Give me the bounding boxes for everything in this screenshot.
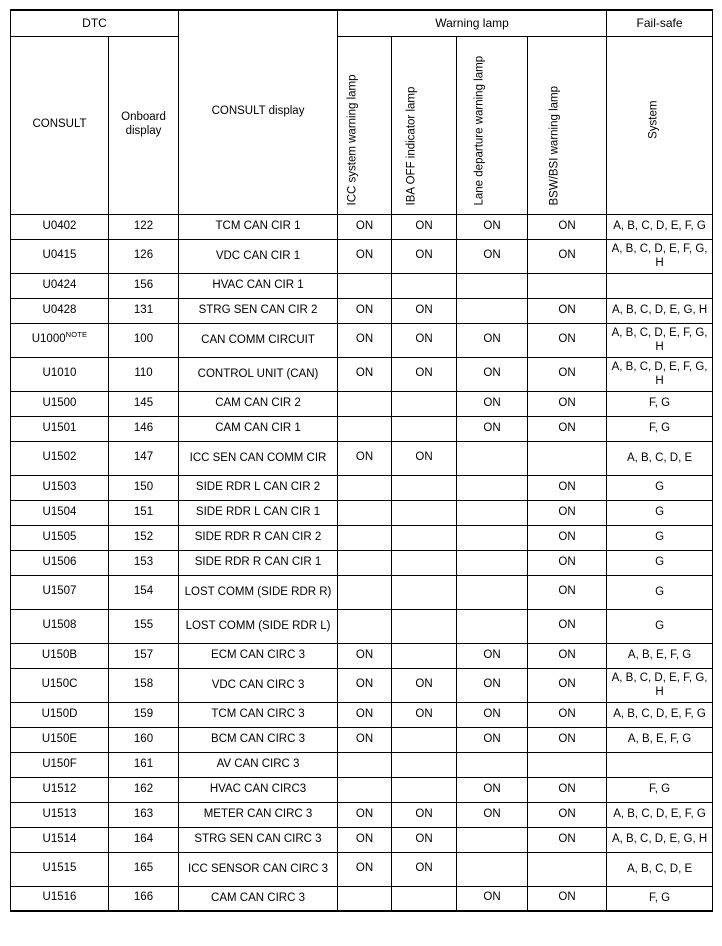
- cell-consult-display: HVAC CAN CIRC3: [179, 777, 338, 802]
- cell-dtc-onboard-display: 156: [109, 273, 179, 298]
- cell-fail-safe-system: G: [607, 525, 713, 550]
- cell-lane-departure-warning-lamp: [457, 500, 528, 525]
- table-row: [11, 525, 713, 550]
- cell-iba-off-indicator-lamp: ON: [392, 239, 457, 273]
- cell-fail-safe-system: [607, 273, 713, 298]
- cell-icc-system-warning-lamp: [338, 886, 392, 911]
- cell-iba-off-indicator-lamp: [392, 886, 457, 911]
- table-row: [11, 668, 713, 702]
- cell-lane-departure-warning-lamp: [457, 550, 528, 575]
- cell-icc-system-warning-lamp: [338, 475, 392, 500]
- cell-dtc-consult: U150D: [11, 702, 109, 727]
- table-row: [11, 475, 713, 500]
- cell-consult-display: BCM CAN CIRC 3: [179, 727, 338, 752]
- cell-icc-system-warning-lamp: ON: [338, 239, 392, 273]
- cell-lane-departure-warning-lamp: ON: [457, 214, 528, 239]
- header-group-row: [11, 10, 713, 36]
- header-sub-row: [11, 36, 713, 214]
- cell-icc-system-warning-lamp: ON: [338, 702, 392, 727]
- cell-dtc-onboard-display: 161: [109, 752, 179, 777]
- cell-lane-departure-warning-lamp: ON: [457, 357, 528, 391]
- cell-lane-departure-warning-lamp: [457, 441, 528, 475]
- cell-dtc-consult: U1507: [11, 575, 109, 609]
- cell-lane-departure-warning-lamp: [457, 273, 528, 298]
- cell-dtc-onboard-display: 154: [109, 575, 179, 609]
- cell-fail-safe-system: G: [607, 550, 713, 575]
- cell-dtc-onboard-display: 145: [109, 391, 179, 416]
- cell-dtc-onboard-display: 100: [109, 323, 179, 357]
- cell-icc-system-warning-lamp: [338, 550, 392, 575]
- cell-consult-display: VDC CAN CIRC 3: [179, 668, 338, 702]
- cell-icc-system-warning-lamp: ON: [338, 643, 392, 668]
- cell-consult-display: ICC SENSOR CAN CIRC 3: [179, 852, 338, 886]
- cell-icc-system-warning-lamp: [338, 416, 392, 441]
- cell-consult-display: LOST COMM (SIDE RDR R): [179, 575, 338, 609]
- cell-bsw-bsi-warning-lamp: ON: [528, 643, 607, 668]
- cell-consult-display: SIDE RDR R CAN CIR 1: [179, 550, 338, 575]
- cell-dtc-onboard-display: 166: [109, 886, 179, 911]
- cell-icc-system-warning-lamp: [338, 752, 392, 777]
- cell-iba-off-indicator-lamp: [392, 609, 457, 643]
- cell-bsw-bsi-warning-lamp: [528, 852, 607, 886]
- cell-dtc-consult: U1501: [11, 416, 109, 441]
- header-col-onboard-display-line2: display: [125, 125, 162, 137]
- cell-icc-system-warning-lamp: ON: [338, 668, 392, 702]
- cell-iba-off-indicator-lamp: ON: [392, 323, 457, 357]
- cell-dtc-consult: U1502: [11, 441, 109, 475]
- header-group-fail-safe: Fail-safe: [607, 10, 713, 36]
- table-row: [11, 802, 713, 827]
- cell-consult-display: CAM CAN CIR 1: [179, 416, 338, 441]
- cell-dtc-onboard-display: 158: [109, 668, 179, 702]
- cell-dtc-consult: U1515: [11, 852, 109, 886]
- cell-lane-departure-warning-lamp: [457, 609, 528, 643]
- note-superscript: NOTE: [65, 330, 88, 340]
- cell-dtc-consult: U150F: [11, 752, 109, 777]
- cell-dtc-onboard-display: 163: [109, 802, 179, 827]
- cell-fail-safe-system: A, B, C, D, E, G, H: [607, 827, 713, 852]
- cell-fail-safe-system: A, B, E, F, G: [607, 643, 713, 668]
- table-row: [11, 727, 713, 752]
- cell-dtc-onboard-display: 131: [109, 298, 179, 323]
- cell-fail-safe-system: G: [607, 575, 713, 609]
- cell-fail-safe-system: F, G: [607, 777, 713, 802]
- cell-iba-off-indicator-lamp: [392, 727, 457, 752]
- cell-fail-safe-system: A, B, C, D, E: [607, 852, 713, 886]
- table-row: [11, 391, 713, 416]
- cell-dtc-consult: U1505: [11, 525, 109, 550]
- cell-iba-off-indicator-lamp: ON: [392, 802, 457, 827]
- header-col-bsw-bsi-warning-lamp: BSW/BSI warning lamp: [528, 36, 607, 214]
- cell-icc-system-warning-lamp: [338, 575, 392, 609]
- cell-fail-safe-system: A, B, C, D, E, F, G: [607, 214, 713, 239]
- cell-lane-departure-warning-lamp: [457, 575, 528, 609]
- cell-bsw-bsi-warning-lamp: ON: [528, 298, 607, 323]
- cell-bsw-bsi-warning-lamp: ON: [528, 886, 607, 911]
- cell-fail-safe-system: A, B, C, D, E, F, G, H: [607, 357, 713, 391]
- cell-bsw-bsi-warning-lamp: ON: [528, 575, 607, 609]
- cell-lane-departure-warning-lamp: ON: [457, 668, 528, 702]
- cell-lane-departure-warning-lamp: ON: [457, 727, 528, 752]
- cell-dtc-onboard-display: 164: [109, 827, 179, 852]
- table-row: [11, 852, 713, 886]
- cell-bsw-bsi-warning-lamp: ON: [528, 777, 607, 802]
- table-row: [11, 702, 713, 727]
- cell-iba-off-indicator-lamp: [392, 475, 457, 500]
- cell-dtc-consult: U1504: [11, 500, 109, 525]
- cell-iba-off-indicator-lamp: [392, 391, 457, 416]
- cell-iba-off-indicator-lamp: ON: [392, 668, 457, 702]
- cell-consult-display: STRG SEN CAN CIRC 3: [179, 827, 338, 852]
- cell-fail-safe-system: A, B, C, D, E, F, G: [607, 802, 713, 827]
- cell-consult-display: LOST COMM (SIDE RDR L): [179, 609, 338, 643]
- table-row: [11, 886, 713, 911]
- cell-fail-safe-system: F, G: [607, 416, 713, 441]
- cell-iba-off-indicator-lamp: ON: [392, 852, 457, 886]
- cell-icc-system-warning-lamp: ON: [338, 727, 392, 752]
- cell-consult-display: SIDE RDR L CAN CIR 2: [179, 475, 338, 500]
- cell-fail-safe-system: G: [607, 500, 713, 525]
- cell-dtc-consult: U1506: [11, 550, 109, 575]
- cell-bsw-bsi-warning-lamp: ON: [528, 323, 607, 357]
- cell-dtc-onboard-display: 165: [109, 852, 179, 886]
- header-group-dtc: DTC: [11, 10, 179, 36]
- cell-bsw-bsi-warning-lamp: ON: [528, 609, 607, 643]
- cell-icc-system-warning-lamp: ON: [338, 214, 392, 239]
- cell-bsw-bsi-warning-lamp: ON: [528, 416, 607, 441]
- table-row: [11, 416, 713, 441]
- cell-consult-display: ICC SEN CAN COMM CIR: [179, 441, 338, 475]
- cell-lane-departure-warning-lamp: [457, 852, 528, 886]
- cell-consult-display: VDC CAN CIR 1: [179, 239, 338, 273]
- cell-consult-display: AV CAN CIRC 3: [179, 752, 338, 777]
- dtc-index-table: [10, 9, 713, 912]
- cell-fail-safe-system: A, B, C, D, E, F, G, H: [607, 668, 713, 702]
- cell-iba-off-indicator-lamp: ON: [392, 214, 457, 239]
- cell-iba-off-indicator-lamp: [392, 416, 457, 441]
- cell-iba-off-indicator-lamp: ON: [392, 441, 457, 475]
- cell-dtc-onboard-display: 159: [109, 702, 179, 727]
- cell-dtc-consult: U0424: [11, 273, 109, 298]
- cell-iba-off-indicator-lamp: [392, 500, 457, 525]
- cell-iba-off-indicator-lamp: [392, 575, 457, 609]
- cell-fail-safe-system: A, B, C, D, E, G, H: [607, 298, 713, 323]
- table-row: [11, 357, 713, 391]
- cell-lane-departure-warning-lamp: [457, 298, 528, 323]
- cell-dtc-consult: U1513: [11, 802, 109, 827]
- cell-fail-safe-system: A, B, C, D, E, F, G: [607, 702, 713, 727]
- cell-bsw-bsi-warning-lamp: ON: [528, 391, 607, 416]
- cell-lane-departure-warning-lamp: [457, 475, 528, 500]
- cell-bsw-bsi-warning-lamp: ON: [528, 827, 607, 852]
- cell-lane-departure-warning-lamp: [457, 525, 528, 550]
- cell-fail-safe-system: F, G: [607, 391, 713, 416]
- cell-iba-off-indicator-lamp: [392, 752, 457, 777]
- cell-consult-display: CAM CAN CIRC 3: [179, 886, 338, 911]
- cell-consult-display: METER CAN CIRC 3: [179, 802, 338, 827]
- cell-iba-off-indicator-lamp: ON: [392, 298, 457, 323]
- cell-lane-departure-warning-lamp: ON: [457, 886, 528, 911]
- cell-dtc-consult: U1500: [11, 391, 109, 416]
- cell-lane-departure-warning-lamp: ON: [457, 323, 528, 357]
- cell-dtc-onboard-display: 152: [109, 525, 179, 550]
- cell-dtc-consult: U150E: [11, 727, 109, 752]
- cell-consult-display: STRG SEN CAN CIR 2: [179, 298, 338, 323]
- cell-icc-system-warning-lamp: [338, 273, 392, 298]
- cell-dtc-consult: U0402: [11, 214, 109, 239]
- table-header: [11, 10, 713, 214]
- cell-dtc-onboard-display: 122: [109, 214, 179, 239]
- cell-iba-off-indicator-lamp: [392, 273, 457, 298]
- cell-bsw-bsi-warning-lamp: ON: [528, 475, 607, 500]
- cell-bsw-bsi-warning-lamp: [528, 752, 607, 777]
- cell-dtc-onboard-display: 150: [109, 475, 179, 500]
- cell-fail-safe-system: G: [607, 609, 713, 643]
- cell-lane-departure-warning-lamp: ON: [457, 416, 528, 441]
- cell-bsw-bsi-warning-lamp: [528, 273, 607, 298]
- cell-iba-off-indicator-lamp: ON: [392, 357, 457, 391]
- cell-bsw-bsi-warning-lamp: ON: [528, 802, 607, 827]
- cell-dtc-onboard-display: 126: [109, 239, 179, 273]
- cell-bsw-bsi-warning-lamp: ON: [528, 214, 607, 239]
- cell-lane-departure-warning-lamp: ON: [457, 702, 528, 727]
- cell-bsw-bsi-warning-lamp: ON: [528, 727, 607, 752]
- table-row: [11, 323, 713, 357]
- cell-consult-display: SIDE RDR L CAN CIR 1: [179, 500, 338, 525]
- cell-icc-system-warning-lamp: ON: [338, 298, 392, 323]
- cell-dtc-onboard-display: 162: [109, 777, 179, 802]
- cell-icc-system-warning-lamp: ON: [338, 852, 392, 886]
- cell-iba-off-indicator-lamp: [392, 777, 457, 802]
- cell-consult-display: TCM CAN CIR 1: [179, 214, 338, 239]
- cell-bsw-bsi-warning-lamp: [528, 441, 607, 475]
- table-row: [11, 273, 713, 298]
- table-row: [11, 575, 713, 609]
- cell-bsw-bsi-warning-lamp: ON: [528, 668, 607, 702]
- cell-icc-system-warning-lamp: ON: [338, 827, 392, 852]
- cell-lane-departure-warning-lamp: ON: [457, 239, 528, 273]
- cell-icc-system-warning-lamp: ON: [338, 441, 392, 475]
- cell-iba-off-indicator-lamp: [392, 643, 457, 668]
- cell-icc-system-warning-lamp: ON: [338, 323, 392, 357]
- cell-fail-safe-system: A, B, C, D, E, F, G, H: [607, 239, 713, 273]
- header-col-iba-off-indicator-lamp: IBA OFF indicator lamp: [392, 36, 457, 214]
- cell-dtc-onboard-display: 151: [109, 500, 179, 525]
- cell-lane-departure-warning-lamp: ON: [457, 391, 528, 416]
- header-col-onboard-display: [109, 36, 179, 214]
- cell-fail-safe-system: [607, 752, 713, 777]
- table-row: [11, 500, 713, 525]
- cell-icc-system-warning-lamp: [338, 500, 392, 525]
- header-col-onboard-display-line1: Onboard: [121, 111, 166, 124]
- cell-consult-display: ECM CAN CIRC 3: [179, 643, 338, 668]
- cell-dtc-onboard-display: 155: [109, 609, 179, 643]
- table-row: [11, 609, 713, 643]
- cell-bsw-bsi-warning-lamp: ON: [528, 550, 607, 575]
- table-row: [11, 550, 713, 575]
- cell-consult-display: TCM CAN CIRC 3: [179, 702, 338, 727]
- cell-lane-departure-warning-lamp: ON: [457, 777, 528, 802]
- table-row: [11, 298, 713, 323]
- table-row: [11, 777, 713, 802]
- cell-iba-off-indicator-lamp: ON: [392, 827, 457, 852]
- cell-dtc-consult: U1508: [11, 609, 109, 643]
- cell-dtc-consult: U1516: [11, 886, 109, 911]
- cell-dtc-onboard-display: 160: [109, 727, 179, 752]
- table-row: [11, 441, 713, 475]
- cell-dtc-consult: U0415: [11, 239, 109, 273]
- cell-fail-safe-system: A, B, C, D, E, F, G, H: [607, 323, 713, 357]
- header-col-icc-system-warning-lamp: ICC system warning lamp: [338, 36, 392, 214]
- cell-consult-display: HVAC CAN CIR 1: [179, 273, 338, 298]
- cell-lane-departure-warning-lamp: [457, 827, 528, 852]
- header-col-consult-display: CONSULT display: [179, 10, 338, 214]
- cell-icc-system-warning-lamp: [338, 777, 392, 802]
- cell-bsw-bsi-warning-lamp: ON: [528, 702, 607, 727]
- cell-dtc-consult: U1512: [11, 777, 109, 802]
- cell-consult-display: CAN COMM CIRCUIT: [179, 323, 338, 357]
- header-col-system: System: [607, 36, 713, 214]
- cell-bsw-bsi-warning-lamp: ON: [528, 239, 607, 273]
- cell-dtc-onboard-display: 157: [109, 643, 179, 668]
- cell-dtc-consult: U1514: [11, 827, 109, 852]
- header-col-consult: CONSULT: [11, 36, 109, 214]
- cell-lane-departure-warning-lamp: [457, 752, 528, 777]
- cell-dtc-consult: U150B: [11, 643, 109, 668]
- cell-consult-display: CAM CAN CIR 2: [179, 391, 338, 416]
- header-group-warning-lamp: Warning lamp: [338, 10, 607, 36]
- cell-icc-system-warning-lamp: ON: [338, 357, 392, 391]
- cell-dtc-consult: U150C: [11, 668, 109, 702]
- cell-dtc-consult: U1503: [11, 475, 109, 500]
- cell-iba-off-indicator-lamp: ON: [392, 702, 457, 727]
- cell-iba-off-indicator-lamp: [392, 550, 457, 575]
- cell-dtc-onboard-display: 153: [109, 550, 179, 575]
- cell-fail-safe-system: A, B, C, D, E: [607, 441, 713, 475]
- cell-dtc-consult: U1000$^{NOTE}$: [11, 323, 109, 357]
- cell-fail-safe-system: G: [607, 475, 713, 500]
- cell-lane-departure-warning-lamp: ON: [457, 802, 528, 827]
- table-row: [11, 827, 713, 852]
- cell-consult-display: CONTROL UNIT (CAN): [179, 357, 338, 391]
- table-body: [11, 214, 713, 911]
- cell-dtc-onboard-display: 147: [109, 441, 179, 475]
- cell-dtc-consult: U0428: [11, 298, 109, 323]
- table-row: [11, 643, 713, 668]
- cell-fail-safe-system: F, G: [607, 886, 713, 911]
- cell-lane-departure-warning-lamp: ON: [457, 643, 528, 668]
- cell-icc-system-warning-lamp: [338, 525, 392, 550]
- cell-icc-system-warning-lamp: [338, 391, 392, 416]
- cell-consult-display: SIDE RDR R CAN CIR 2: [179, 525, 338, 550]
- table-row: [11, 752, 713, 777]
- cell-bsw-bsi-warning-lamp: ON: [528, 525, 607, 550]
- cell-bsw-bsi-warning-lamp: ON: [528, 357, 607, 391]
- table-row: [11, 214, 713, 239]
- cell-dtc-consult: U1010: [11, 357, 109, 391]
- cell-icc-system-warning-lamp: [338, 609, 392, 643]
- header-col-lane-departure-warning-lamp: Lane departure warning lamp: [457, 36, 528, 214]
- cell-icc-system-warning-lamp: ON: [338, 802, 392, 827]
- cell-bsw-bsi-warning-lamp: ON: [528, 500, 607, 525]
- cell-dtc-onboard-display: 110: [109, 357, 179, 391]
- table-row: [11, 239, 713, 273]
- cell-dtc-onboard-display: 146: [109, 416, 179, 441]
- cell-fail-safe-system: A, B, E, F, G: [607, 727, 713, 752]
- cell-iba-off-indicator-lamp: [392, 525, 457, 550]
